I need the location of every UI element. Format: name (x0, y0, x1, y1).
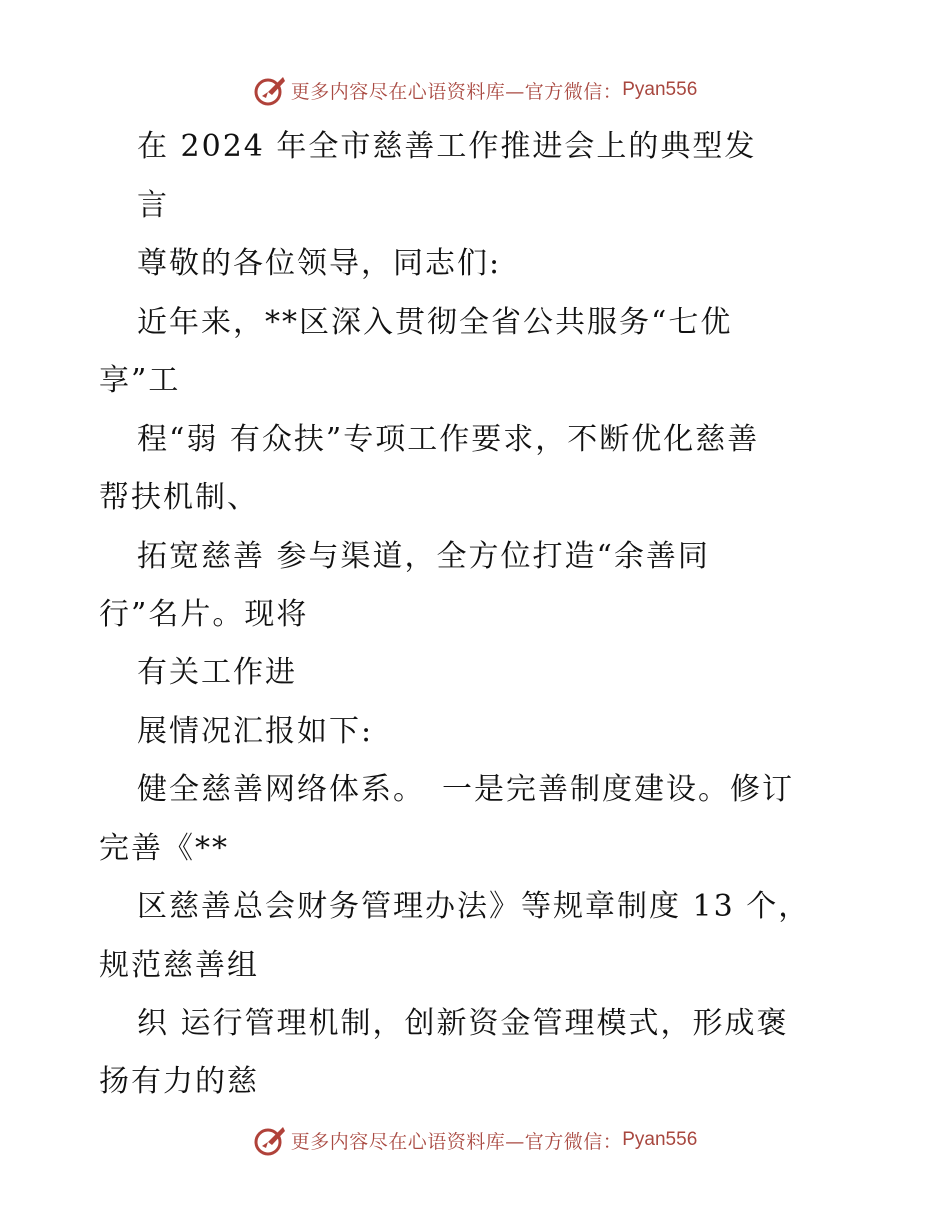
doc-line: 有关工作进 (137, 655, 297, 690)
watermark-text: 更多内容尽在心语资料库—官方微信： (290, 1130, 623, 1153)
doc-line: 区慈善总会财务管理办法》等规章制度 13 个， (137, 889, 811, 924)
doc-line: 拓宽慈善 参与渠道，全方位打造“余善同 (137, 539, 710, 574)
doc-line: 织 运行管理机制，创新资金管理模式，形成褒 (137, 1006, 789, 1041)
watermark-wechat-id: Pyan556 (622, 1129, 698, 1150)
doc-line: 展情况汇报如下: (137, 714, 374, 749)
watermark-header (0, 72, 950, 108)
doc-line: 程“弱 有众扶”专项工作要求，不断优化慈善 (137, 422, 760, 457)
doc-line: 规范慈善组 (99, 948, 259, 983)
doc-line: 言 (137, 188, 169, 223)
doc-line: 健全慈善网络体系。 一是完善制度建设。修订 (137, 772, 794, 807)
watermark-footer (0, 1122, 950, 1158)
pen-nib-logo-icon (253, 1123, 287, 1157)
doc-line: 扬有力的慈 (99, 1064, 259, 1099)
doc-line: 行”名片。现将 (99, 597, 309, 632)
watermark-wechat-id: Pyan556 (622, 79, 698, 100)
doc-line: 完善《** (99, 831, 229, 866)
doc-line: 帮扶机制、 (99, 480, 259, 515)
doc-line: 在 2024 年全市慈善工作推进会上的典型发 (137, 129, 757, 164)
doc-line: 尊敬的各位领导，同志们: (137, 246, 502, 281)
doc-line: 享”工 (99, 363, 181, 398)
doc-line: 近年来，**区深入贯彻全省公共服务“七优 (137, 305, 733, 340)
pen-nib-logo-icon (253, 73, 287, 107)
watermark-text: 更多内容尽在心语资料库—官方微信： (290, 80, 623, 103)
